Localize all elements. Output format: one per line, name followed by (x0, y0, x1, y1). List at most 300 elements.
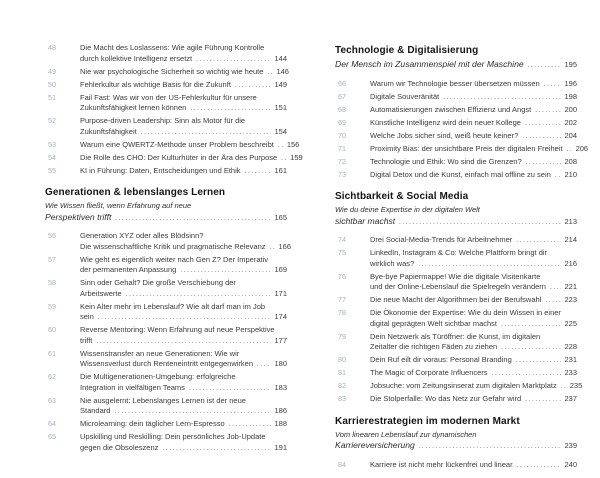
entry-number: 84 (338, 459, 346, 469)
entry-title: Zukunftsfähigkeit lernen können (80, 103, 187, 112)
section-subtitle-page-number: 195 (564, 60, 577, 69)
toc-entry (45, 349, 287, 371)
entry-title: Fail Fast: Was wir von der US-Fehlerkultur für unsere (80, 92, 257, 102)
entry-title: Zukunftsfähigkeit (80, 126, 137, 136)
toc-line (80, 289, 287, 301)
entry-page-number: 151 (274, 103, 287, 112)
dot-leader (501, 343, 561, 354)
entry-body (370, 381, 583, 393)
entry-body (80, 152, 303, 165)
dot-leader (492, 369, 562, 380)
entry-page-number: 216 (564, 258, 577, 268)
dot-leader (141, 128, 272, 139)
entry-title: Standard (80, 406, 111, 415)
dot-leader (528, 60, 562, 72)
toc-entry (335, 92, 577, 104)
toc-line (370, 118, 577, 130)
entry-page-number: 174 (274, 312, 287, 321)
entry-number: 81 (338, 368, 346, 377)
entry-page-number: 154 (274, 126, 287, 136)
dot-leader (267, 68, 273, 79)
entry-number: 53 (48, 139, 56, 149)
entry-title: Generation XYZ oder alles Blödsinn? (80, 231, 204, 240)
toc-section (335, 190, 583, 406)
toc-page-left (45, 36, 303, 478)
entry-number: 67 (338, 91, 346, 101)
dot-leader (516, 236, 561, 247)
entry-title: digital geprägten Welt sichtbar machst (370, 318, 498, 328)
toc-entry (335, 368, 577, 380)
entry-title: Fehlerkultur als wichtige Basis für die Zukunft (80, 79, 231, 89)
toc-line (80, 265, 287, 277)
entry-number: 70 (338, 130, 346, 140)
dot-leader (189, 384, 272, 395)
dot-leader (555, 171, 562, 182)
toc-entry (335, 460, 577, 472)
entry-page-number: 233 (564, 368, 577, 377)
toc-entry (335, 355, 577, 367)
entry-number: 65 (48, 432, 56, 441)
toc-entry (335, 79, 577, 91)
section-heading: Sichtbarkeit & Social Media (335, 191, 469, 202)
dot-leader (525, 395, 561, 406)
dot-leader (235, 81, 272, 92)
entry-title: Die Multigenerationen-Umgebung: erfolgreiche (80, 372, 236, 381)
dot-leader (526, 158, 562, 169)
toc-entries (45, 231, 292, 454)
toc-line (80, 127, 287, 139)
entry-number: 78 (338, 308, 346, 317)
section-subtitle-text: Wie du deine Expertise in der digitalen Welt (335, 205, 480, 214)
entry-page-number: 210 (564, 169, 577, 179)
toc-entries (335, 460, 577, 472)
entry-number: 57 (48, 254, 56, 264)
entry-title: Die Macht des Loslassens: Wie agile Führung Kontrolle (80, 43, 265, 52)
dot-leader (443, 93, 561, 104)
dot-leader (418, 260, 561, 271)
toc-line (80, 152, 303, 165)
toc-entry (45, 67, 287, 79)
toc-line (80, 359, 287, 371)
entry-page-number: 204 (564, 130, 577, 140)
entry-title: gegen die Obsoleszenz (80, 442, 159, 452)
entry-title: Reverse Mentoring: Wenn Erfahrung auf neue Perspektive (80, 325, 275, 334)
entry-number: 79 (338, 331, 346, 341)
toc-entry (335, 157, 577, 169)
toc-line (80, 80, 287, 92)
entry-number: 51 (48, 92, 56, 102)
entry-title: Welche Jobs sicher sind, weiß heute keiner? (370, 130, 519, 140)
entry-title: Sinn oder Gehalt? Die große Verschiebung der (80, 278, 236, 287)
entry-title: Die neue Macht der Algorithmen bei der Berufswahl (370, 295, 542, 304)
toc-entry (45, 396, 287, 418)
entry-title: Dein Netzwerk als Türöffner: die Kunst, im digitalen (370, 331, 541, 341)
entry-body (80, 80, 287, 92)
entry-number: 71 (338, 143, 346, 153)
entry-number: 73 (338, 169, 346, 179)
toc-line (80, 67, 287, 79)
dot-leader (245, 167, 272, 178)
section-subtitle-text: Vom linearen Lebenslauf zur dynamischen (335, 429, 477, 439)
toc-entry (45, 325, 287, 347)
entry-body (80, 349, 287, 371)
toc-line (370, 157, 577, 169)
entry-body (80, 67, 287, 79)
dot-leader (196, 55, 271, 66)
entry-title: Die wissenschaftliche Kritik und pragmatische Relevanz (80, 241, 266, 251)
toc-line (80, 241, 292, 254)
toc-line (370, 170, 577, 182)
toc-line (370, 342, 577, 354)
toc-section (45, 43, 303, 177)
toc-entry (45, 116, 287, 138)
dot-leader (567, 145, 573, 156)
dot-leader (96, 337, 271, 348)
dot-leader (190, 104, 271, 115)
entry-title: Nie war psychologische Sicherheit so wichtig wie heute (80, 66, 264, 76)
dot-leader (126, 290, 272, 301)
entry-page-number: 228 (564, 342, 577, 351)
toc-entry (335, 308, 577, 330)
toc-line (335, 440, 577, 453)
entry-page-number: 221 (564, 282, 577, 291)
entry-body (80, 325, 287, 347)
toc-line (370, 394, 577, 406)
toc-line (80, 383, 287, 395)
entry-body (80, 255, 287, 277)
toc-entry (45, 93, 287, 115)
toc-entry (335, 105, 577, 117)
entry-page-number: 208 (564, 156, 577, 166)
entry-number: 52 (48, 116, 56, 125)
entry-body (80, 116, 287, 138)
toc-line (370, 295, 577, 307)
toc-entries (335, 235, 583, 406)
section-subtitle-text: Perspektiven trifft (45, 211, 112, 222)
entry-title: und der Online-Lebenslauf die Spielregeln verändern (370, 282, 546, 291)
entry-title: Warum wir Technologie besser übersetzen müssen (370, 78, 540, 88)
entry-number: 48 (48, 43, 56, 52)
entry-page-number: 200 (564, 104, 577, 114)
entry-title: wirklich was? (370, 258, 415, 268)
entry-title: Karriere ist nicht mehr lückenfrei und linear (370, 459, 513, 469)
dot-leader (278, 141, 284, 152)
entry-body (370, 308, 577, 330)
entry-number: 63 (48, 395, 56, 405)
entry-title: Warum eine QWERTZ-Methode unser Problem beschreibt (80, 139, 274, 149)
toc-entries (45, 43, 303, 177)
toc-line (80, 103, 287, 115)
entry-title: Nie ausgelernt: Lebenslanges Lernen ist der neue (80, 395, 246, 405)
toc-entry (45, 432, 287, 454)
dot-leader (399, 217, 561, 229)
section-heading: Technologie & Digitalisierung (335, 45, 479, 56)
entry-title: trifft (80, 335, 93, 345)
entry-title: Die Stolperfalle: Wo das Netz zur Gefahr wird (370, 394, 522, 403)
entry-page-number: 235 (569, 381, 583, 390)
entry-body (370, 131, 577, 143)
dot-leader (98, 313, 272, 324)
toc-entry (45, 152, 303, 165)
entry-body (80, 43, 287, 65)
section-subtitle-text: Der Mensch im Zusammenspiel mit der Maschine (335, 59, 524, 69)
section-heading: Generationen & lebenslanges Lernen (45, 187, 226, 198)
toc-entry (335, 332, 577, 354)
dot-leader (115, 213, 271, 225)
entry-page-number: 171 (274, 288, 287, 298)
entry-title: Bye-bye Papiermappe! Wie die digitale Visitenkarte (370, 271, 541, 281)
toc-page-right (335, 36, 589, 478)
entry-body (370, 170, 577, 182)
entry-body (370, 394, 577, 406)
toc-entry (45, 419, 287, 431)
entry-page-number: 191 (274, 442, 287, 452)
toc-entry (45, 139, 300, 152)
entry-page-number: 188 (274, 419, 287, 428)
toc-entry (335, 381, 583, 393)
entry-number: 83 (338, 394, 346, 403)
entry-title: Proximity Bias: der unsichtbare Preis der digitalen Freiheit (370, 143, 563, 153)
dot-leader (501, 320, 561, 331)
toc-line (370, 381, 583, 393)
entry-body (370, 248, 577, 270)
entry-body (370, 332, 577, 354)
entry-number: 72 (338, 156, 346, 166)
toc-line (370, 143, 589, 156)
entry-body (370, 92, 577, 104)
toc-line (370, 355, 577, 367)
section-subtitle-text: Karriereversicherung (335, 440, 415, 450)
entry-number: 66 (338, 78, 346, 88)
entry-body (370, 143, 589, 156)
entry-page-number: 202 (564, 117, 577, 127)
toc-line (80, 336, 287, 348)
toc-entry (335, 235, 577, 247)
toc-section (335, 415, 577, 472)
toc-line (80, 443, 287, 455)
dot-leader (550, 283, 562, 294)
entry-number: 58 (48, 278, 56, 287)
entry-body (80, 396, 287, 418)
entry-number: 77 (338, 295, 346, 304)
entry-page-number: 156 (286, 139, 300, 149)
entry-title: Microlearning: dein täglicher Lern-Espresso (80, 419, 225, 428)
entry-page-number: 198 (564, 91, 577, 101)
entry-title: Automatisierungen zwischen Effizienz und Angst (370, 104, 532, 114)
dot-leader (419, 441, 562, 453)
entry-body (80, 278, 287, 300)
entry-body (370, 368, 577, 380)
entry-title: Die Rolle des CHO: Der Kulturhüter in der Ära des Purpose (80, 152, 278, 162)
entry-page-number: 146 (276, 66, 289, 76)
entry-page-number: 223 (564, 295, 577, 304)
entry-body (80, 166, 287, 178)
dot-leader (522, 132, 561, 143)
toc-line (80, 419, 287, 431)
toc-entry (45, 255, 287, 277)
entry-page-number: 196 (564, 78, 577, 88)
entry-body (370, 460, 577, 472)
dot-leader (270, 243, 276, 254)
entry-body (80, 372, 287, 394)
entry-number: 55 (48, 165, 56, 175)
entry-page-number: 177 (274, 335, 287, 345)
entry-number: 80 (338, 355, 346, 364)
entry-title: Wie geht es eigentlich weiter nach Gen Z? Der Imperativ (80, 254, 269, 264)
entry-page-number: 144 (274, 53, 287, 63)
entry-title: Digital Detox und die Kunst, einfach mal offline zu sein (370, 169, 551, 179)
entry-page-number: 231 (564, 355, 577, 364)
section-subtitle-page-number: 165 (274, 212, 287, 222)
entry-page-number: 159 (290, 152, 303, 162)
entry-page-number: 149 (274, 79, 287, 89)
toc-line (45, 212, 287, 225)
entry-page-number: 214 (564, 235, 577, 244)
dot-leader (517, 461, 562, 472)
entry-body (80, 432, 287, 454)
entry-page-number: 180 (274, 359, 287, 368)
entry-body (370, 272, 577, 294)
entry-title: Dein Ruf eilt dir voraus: Personal Branding (370, 355, 512, 364)
toc-line (80, 406, 287, 418)
toc-entry (335, 272, 577, 294)
dot-leader (544, 80, 562, 91)
dot-leader (257, 360, 271, 371)
entry-title: KI in Führung: Daten, Entscheidungen und Ethik (80, 165, 241, 175)
section-subtitle (335, 205, 577, 228)
entry-number: 69 (338, 117, 346, 127)
entry-title: Upskilling und Reskilling: Dein persönliches Job-Update (80, 432, 266, 441)
entry-body (80, 139, 300, 152)
toc-line (80, 54, 287, 66)
toc-line (335, 59, 577, 72)
entry-page-number: 225 (564, 318, 577, 328)
entry-body (370, 157, 577, 169)
toc-entry (335, 295, 577, 307)
toc-entry (45, 43, 287, 65)
toc-line (370, 282, 577, 294)
toc-line (370, 79, 577, 91)
entry-title: LinkedIn, Instagram & Co: Welche Plattform bringt dir (370, 248, 548, 257)
entry-page-number: 183 (274, 382, 287, 392)
toc-entry (45, 166, 287, 178)
toc-line (80, 312, 287, 324)
entry-title: Digitale Souveränität (370, 91, 440, 101)
section-subtitle-text: sichtbar machst (335, 215, 396, 226)
entry-number: 75 (338, 248, 346, 257)
toc-line (370, 259, 577, 271)
entry-body (80, 419, 287, 431)
toc-entry (45, 372, 287, 394)
toc-entry (335, 170, 577, 182)
section-subtitle-page-number: 213 (564, 216, 577, 226)
entry-page-number: 169 (274, 265, 287, 274)
entry-title: Wissensverlust durch Renteneintritt entgegenwirken (80, 359, 254, 368)
entry-number: 50 (48, 79, 56, 89)
entry-number: 60 (48, 325, 56, 334)
entry-body (370, 295, 577, 307)
toc-line (370, 460, 577, 472)
dot-leader (545, 296, 561, 307)
entry-body (370, 118, 577, 130)
entry-title: Die Ökonomie der Expertise: Wie du dein Wissen in einer (370, 308, 561, 317)
entry-page-number: 240 (564, 459, 577, 469)
entry-page-number: 237 (564, 394, 577, 403)
entry-number: 64 (48, 419, 56, 428)
entry-title: Künstliche Intelligenz wird dein neuer Kollege (370, 117, 521, 127)
entry-body (370, 105, 577, 117)
entry-number: 82 (338, 381, 346, 390)
entry-title: Jobsuche: vom Zeitungsinserat zum digitalen Marktplatz (370, 381, 557, 390)
entry-title: Technologie und Ethik: Wo sind die Grenzen? (370, 156, 522, 166)
toc-entry (335, 394, 577, 406)
dot-leader (229, 420, 272, 431)
toc-line (80, 139, 300, 152)
dot-leader (525, 119, 562, 130)
toc-section (45, 186, 292, 454)
toc-entry (335, 248, 577, 270)
toc-entry (335, 131, 577, 143)
entry-title: Purpose-driven Leadership: Sinn als Motor für die (80, 116, 246, 125)
entry-page-number: 161 (274, 165, 287, 175)
entry-number: 76 (338, 271, 346, 281)
entry-body (80, 231, 292, 253)
dot-leader (535, 106, 561, 117)
entry-page-number: 166 (278, 241, 292, 251)
toc-entry (335, 143, 589, 156)
section-subtitle (45, 201, 287, 224)
toc-entry (45, 278, 287, 300)
section-subtitle-text: Wie Wissen fließt, wenn Erfahrung auf neue (45, 201, 192, 210)
entry-number: 62 (48, 372, 56, 381)
entry-number: 68 (338, 104, 346, 114)
entry-title: Kein Alter mehr im Lebenslauf? Wie alt darf man im Job (80, 301, 266, 311)
dot-leader (114, 407, 271, 418)
entry-title: Wissenstransfer an neue Generationen: Wie wir (80, 348, 240, 358)
entry-title: sein (80, 312, 94, 321)
entry-number: 54 (48, 152, 56, 162)
dot-leader (162, 444, 271, 455)
entry-title: durch kollektive Intelligenz ersetzt (80, 53, 193, 63)
toc-line (80, 166, 287, 178)
entry-body (80, 93, 287, 115)
toc-line (370, 319, 577, 331)
entry-number: 49 (48, 66, 56, 76)
toc-line (335, 216, 577, 229)
toc-entries (335, 78, 589, 182)
dot-leader (516, 356, 562, 367)
toc-entry (45, 302, 287, 324)
toc-entry (45, 80, 287, 92)
section-subtitle-page-number: 239 (564, 441, 577, 450)
entry-body (370, 79, 577, 91)
entry-title: Arbeitswerte (80, 288, 122, 298)
entry-number: 74 (338, 235, 346, 244)
dot-leader (180, 266, 271, 277)
toc-entry (45, 231, 292, 253)
entry-body (80, 302, 287, 324)
dot-leader (281, 154, 287, 165)
dot-leader (561, 382, 567, 393)
entry-body (370, 235, 577, 247)
toc-line (370, 105, 577, 117)
toc-line (370, 131, 577, 143)
entry-page-number: 186 (274, 406, 287, 415)
toc-line (370, 92, 577, 104)
entry-number: 56 (48, 231, 56, 240)
toc-entry (335, 118, 577, 130)
entry-title: Integration in vielfältigen Teams (80, 382, 185, 392)
